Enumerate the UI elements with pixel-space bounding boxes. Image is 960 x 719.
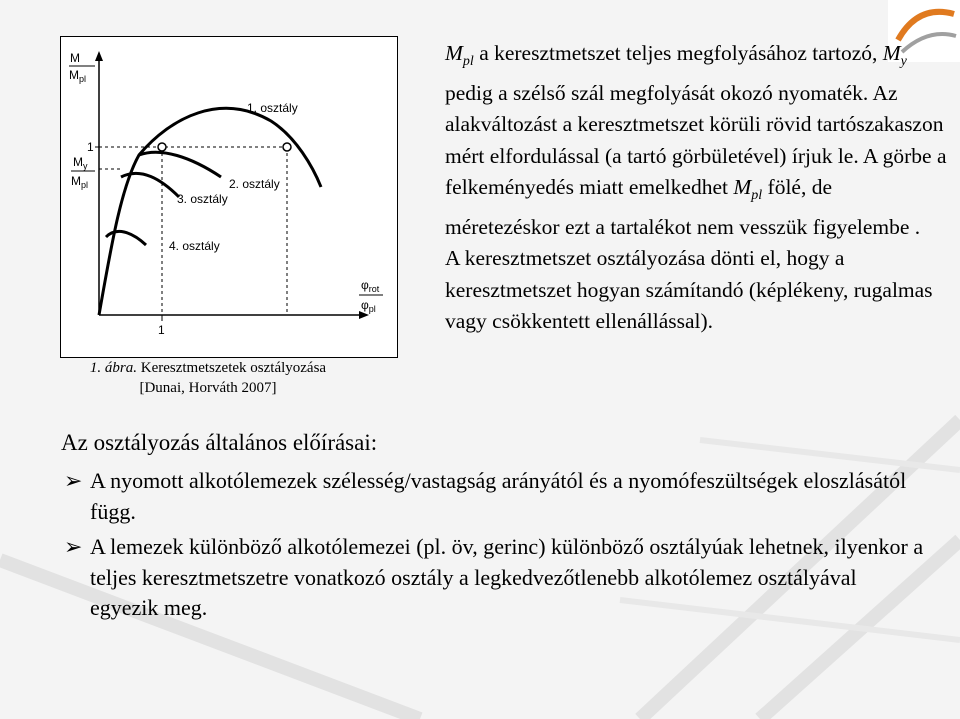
rules-list	[64, 466, 924, 629]
plastic-point-2	[283, 143, 291, 151]
x-tick-1: 1	[158, 323, 165, 337]
curve-class-1	[99, 108, 321, 315]
y-axis-label-bottom: $M_{pl}$	[69, 68, 87, 84]
plastic-point-1	[158, 143, 166, 151]
arrow-bullet-icon: ➢	[64, 468, 83, 493]
explanation-paragraph-2: A keresztmetszet osztályozása dönti el, hogy a keresztmetszet hogyan számítandó (képlékeny, rugalmas vagy csökkentett ellenállással).	[445, 246, 933, 333]
label-class-2: 2. osztály	[229, 177, 280, 191]
moment-rotation-figure	[60, 36, 398, 358]
my-label-top: $M_y$	[73, 155, 88, 171]
my-label-bottom: $M_{pl}$	[71, 174, 89, 190]
x-axis-label-bottom: $\varphi_{pl}$	[361, 298, 376, 314]
y-axis-label-top: M	[70, 51, 80, 65]
explanation-text	[445, 38, 950, 338]
figure-source: [Dunai, Horváth 2007]	[139, 380, 277, 396]
figure-number: 1. ábra.	[89, 360, 137, 376]
label-class-4: 4. osztály	[169, 239, 220, 253]
label-class-3: 3. osztály	[177, 192, 228, 206]
explanation-paragraph-1: $M_{pl}$ a keresztmetszet teljes megfolyásához tartozó, $M_y$ pedig a szélső szál megfolyását okozó nyomaték. Az alakváltozást a keresztmetszet körüli rövid tartószakaszon mért elfordulással (a tartó görbületével) írjuk le. A görbe a felkeményedés miatt emelkedhet $M_{pl}$ fölé, de méretezéskor ezt a tartalékot nem vesszük figyelembe .	[445, 41, 947, 239]
figure-caption	[58, 358, 358, 398]
curve-class-2	[139, 152, 221, 177]
list-item: ➢ A nyomott alkotólemezek szélesség/vastagság arányától és a nyomófeszültségek eloszlásától függ.	[64, 468, 907, 524]
list-item: ➢ A lemezek különböző alkotólemezei (pl. öv, gerinc) különböző osztályúak lehetnek, ilyenkor a teljes keresztmetszetre vonatkozó osztály a legkedvezőtlenebb alkotólemez osztályával egyezik meg.	[64, 534, 924, 620]
figure-caption-text: Keresztmetszetek osztályozása	[140, 360, 327, 376]
arrow-bullet-icon: ➢	[64, 534, 83, 559]
x-axis-arrow	[359, 311, 369, 319]
label-class-1: 1. osztály	[247, 101, 298, 115]
section-heading: Az osztályozás általános előírásai:	[61, 430, 378, 455]
x-axis-label-top: $\varphi_{rot}$	[361, 278, 380, 294]
y-tick-1: 1	[87, 140, 94, 154]
y-axis-arrow	[95, 51, 103, 61]
